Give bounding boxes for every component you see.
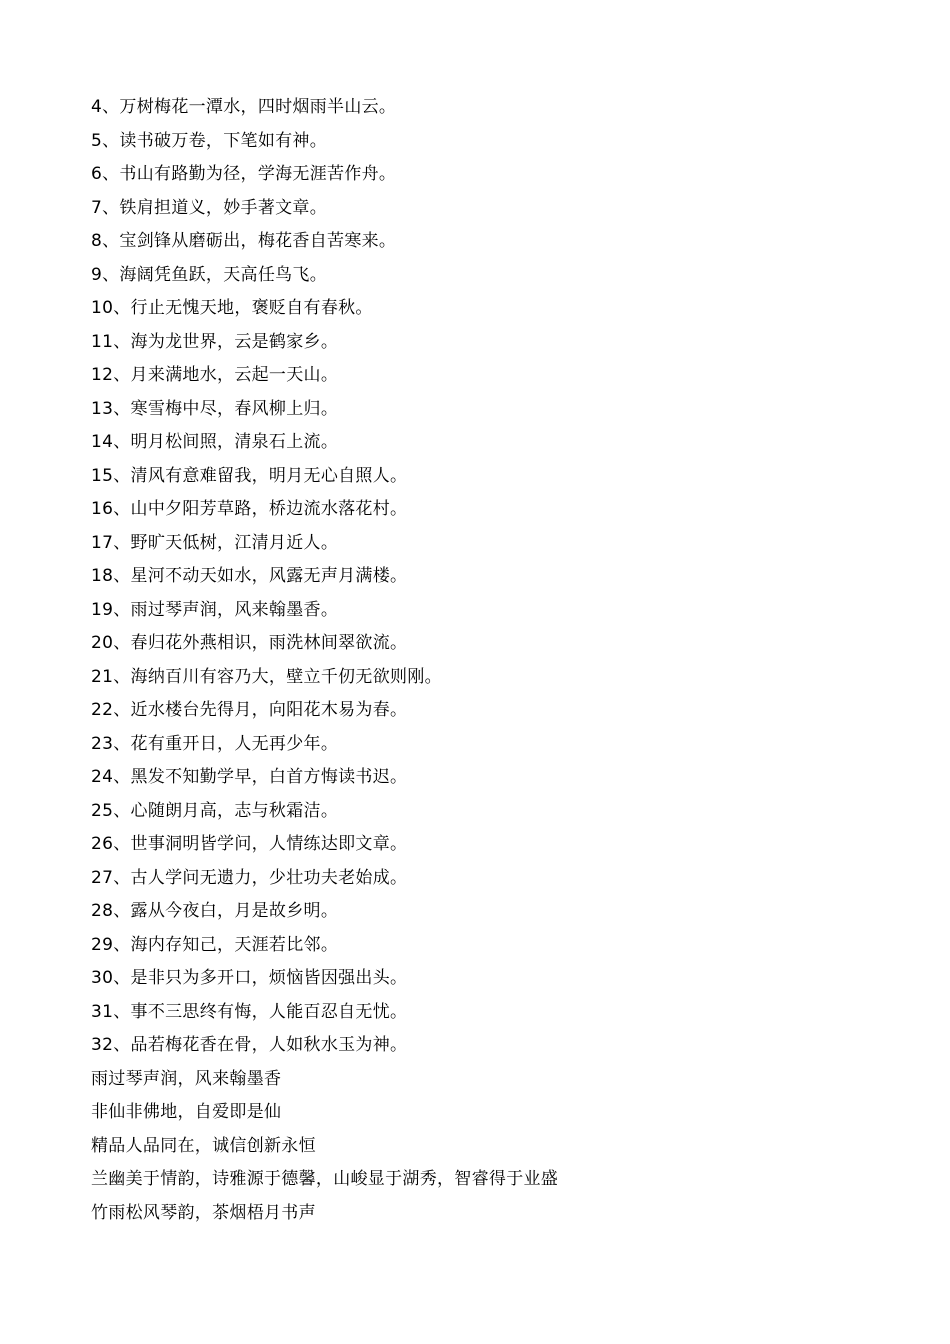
- numbered-line: 15、清风有意难留我，明月无心自照人。: [91, 465, 408, 486]
- numbered-line: 9、海阔凭鱼跃，天高任鸟飞。: [91, 264, 328, 285]
- numbered-line: 5、读书破万卷，下笔如有神。: [91, 130, 328, 151]
- numbered-line: 31、事不三思终有悔，人能百忍自无忧。: [91, 1001, 408, 1022]
- numbered-line: 7、铁肩担道义，妙手著文章。: [91, 197, 328, 218]
- numbered-line: 23、花有重开日，人无再少年。: [91, 733, 339, 754]
- document-body: [91, 91, 871, 1230]
- numbered-line: 24、黑发不知勤学早，白首方悔读书迟。: [91, 767, 408, 787]
- numbered-line: 28、露从今夜白，月是故乡明。: [91, 901, 339, 921]
- numbered-line: 6、书山有路勤为径，学海无涯苦作舟。: [91, 164, 397, 184]
- numbered-line: 30、是非只为多开口，烦恼皆因强出头。: [91, 968, 408, 988]
- numbered-line: 11、海为龙世界，云是鹤家乡。: [91, 331, 339, 352]
- plain-line: 精品人品同在，诚信创新永恒: [91, 1135, 316, 1156]
- numbered-line: 13、寒雪梅中尽，春风柳上归。: [91, 398, 339, 419]
- numbered-line: 20、春归花外燕相识，雨洗林间翠欲流。: [91, 633, 408, 653]
- numbered-line: 19、雨过琴声润，风来翰墨香。: [91, 599, 339, 620]
- numbered-line: 26、世事洞明皆学问，人情练达即文章。: [91, 834, 408, 854]
- plain-line: 雨过琴声润，风来翰墨香: [91, 1068, 282, 1089]
- numbered-line: 21、海纳百川有容乃大，壁立千仞无欲则刚。: [91, 666, 442, 687]
- numbered-line: 18、星河不动天如水，风露无声月满楼。: [91, 566, 408, 586]
- numbered-line: 29、海内存知己，天涯若比邻。: [91, 934, 339, 955]
- numbered-line: 22、近水楼台先得月，向阳花木易为春。: [91, 700, 408, 720]
- numbered-line: 4、万树梅花一潭水，四时烟雨半山云。: [91, 97, 397, 117]
- numbered-line: 10、行止无愧天地，褒贬自有春秋。: [91, 298, 373, 318]
- numbered-line: 14、明月松间照，清泉石上流。: [91, 432, 339, 452]
- plain-line: 兰幽美于情韵，诗雅源于德馨，山峻显于湖秀，智睿得于业盛: [91, 1169, 559, 1189]
- plain-line: 竹雨松风琴韵，茶烟梧月书声: [91, 1202, 316, 1223]
- numbered-line: 12、月来满地水，云起一天山。: [91, 365, 339, 385]
- numbered-line: 27、古人学问无遗力，少壮功夫老始成。: [91, 867, 408, 888]
- numbered-line: 17、野旷天低树，江清月近人。: [91, 532, 339, 553]
- numbered-line: 8、宝剑锋从磨砺出，梅花香自苦寒来。: [91, 231, 397, 251]
- numbered-line: 16、山中夕阳芳草路，桥边流水落花村。: [91, 499, 408, 519]
- numbered-line: 25、心随朗月高，志与秋霜洁。: [91, 800, 339, 821]
- numbered-line: 32、品若梅花香在骨，人如秋水玉为神。: [91, 1035, 408, 1055]
- plain-line: 非仙非佛地，自爱即是仙: [91, 1102, 282, 1122]
